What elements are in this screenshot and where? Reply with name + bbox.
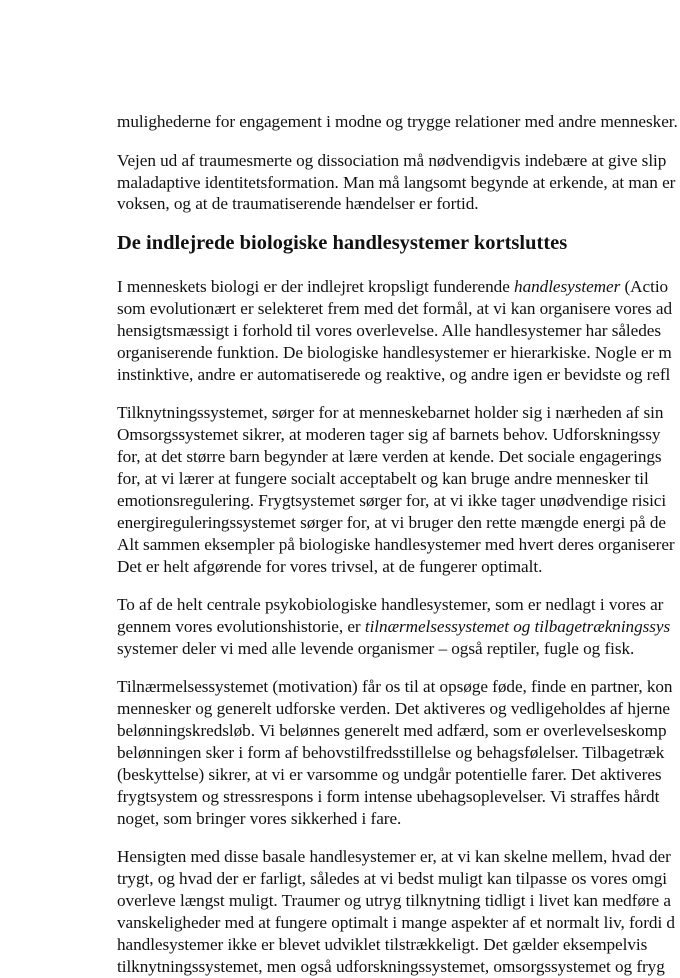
text-run: (Actio: [620, 277, 669, 296]
text-run: I menneskets biologi er der indlejret kropsligt funderende: [117, 277, 515, 296]
text-line: belønningen sker i form af behovstilfredsstillelse og behagsfølelser. Tilbagetræk: [117, 743, 665, 762]
text-line: overleve længst muligt. Traumer og utryg tilknytning tidligt i livet kan medføre a: [117, 891, 671, 910]
text-line: To af de helt centrale psykobiologiske handlesystemer, som er nedlagt i vores ar: [117, 595, 664, 614]
text-line: Tilnærmelsessystemet (motivation) får os til at opsøge føde, finde en partner, kon: [117, 677, 673, 696]
text-line: Alt sammen eksempler på biologiske handlesystemer med hvert deres organiserer: [117, 535, 675, 554]
text-line: Det er helt afgørende for vores trivsel, at de fungerer optimalt.: [117, 557, 543, 576]
text-line: noget, som bringer vores sikkerhed i fare.: [117, 809, 402, 828]
text-line: mennesker og generelt udforske verden. Det aktiveres og vedligeholdes af hjerne: [117, 699, 670, 718]
text-line: systemer deler vi med alle levende organismer – også reptiler, fugle og fisk.: [117, 639, 635, 658]
text-line: handlesystemer ikke er blevet udviklet tilstrækkeligt. Det gælder eksempelvis: [117, 935, 648, 954]
text-line: maladaptive identitetsformation. Man må langsomt begynde at erkende, at man er: [117, 173, 676, 192]
text-line: frygtsystem og stressrespons i form intense ubehagsoplevelser. Vi straffes hårdt: [117, 787, 660, 806]
text-line: trygt, og hvad der er farligt, således at vi bedst muligt kan tilpasse os vores omgi: [117, 869, 667, 888]
text-line: emotionsregulering. Frygtsystemet sørger for, at vi ikke tager unødvendige risici: [117, 491, 667, 510]
section-heading: De indlejrede biologiske handlesystemer kortsluttes: [117, 232, 568, 254]
text-line: organiserende funktion. De biologiske handlesystemer er hierarkiske. Nogle er m: [117, 343, 672, 362]
text-line: [117, 616, 670, 638]
text-line: mulighederne for engagement i modne og trygge relationer med andre mennesker.: [117, 112, 678, 131]
text-line: (beskyttelse) sikrer, at vi er varsomme og undgår potentielle farer. Det aktiveres: [117, 765, 662, 784]
text-line: Omsorgssystemet sikrer, at moderen tager sig af barnets behov. Udforskningssy: [117, 425, 661, 444]
text-line: belønningskredsløb. Vi belønnes generelt med adfærd, som er overlevelseskomp: [117, 721, 667, 740]
italic-term: handlesystemer: [514, 277, 621, 296]
text-run: gennem vores evolutionshistorie, er: [117, 617, 365, 636]
text-line: hensigtsmæssigt i forhold til vores overlevelse. Alle handlesystemer har således: [117, 321, 661, 340]
text-line: instinktive, andre er automatiserede og reaktive, og andre igen er bevidste og refl: [117, 365, 671, 384]
text-line: for, at vi lærer at fungere socialt acceptabelt og kan bruge andre mennesker til: [117, 469, 649, 488]
text-line: Vejen ud af traumesmerte og dissociation må nødvendigvis indebære at give slip: [117, 151, 667, 170]
text-line: som evolutionært er selekteret frem med det formål, at vi kan organisere vores ad: [117, 299, 672, 318]
text-line: tilknytningssystemet, men også udforskningssystemet, omsorgssystemet og fryg: [117, 957, 665, 976]
italic-term: tilnærmelsessystemet og tilbagetrækningssys: [364, 617, 671, 636]
text-line: energireguleringssystemet sørger for, at vi bruger den rette mængde energi på de: [117, 513, 666, 532]
text-line: for, at det større barn begynder at lære verden at kende. Det sociale engagerings: [117, 447, 662, 466]
text-line: Hensigten med disse basale handlesystemer er, at vi kan skelne mellem, hvad der: [117, 847, 671, 866]
text-line: [117, 276, 668, 298]
text-line: voksen, og at de traumatiserende hændelser er fortid.: [117, 194, 479, 213]
text-line: Tilknytningssystemet, sørger for at menneskebarnet holder sig i nærheden af sin: [117, 403, 664, 422]
text-line: vanskeligheder med at fungere optimalt i mange aspekter af et normalt liv, fordi d: [117, 913, 675, 932]
